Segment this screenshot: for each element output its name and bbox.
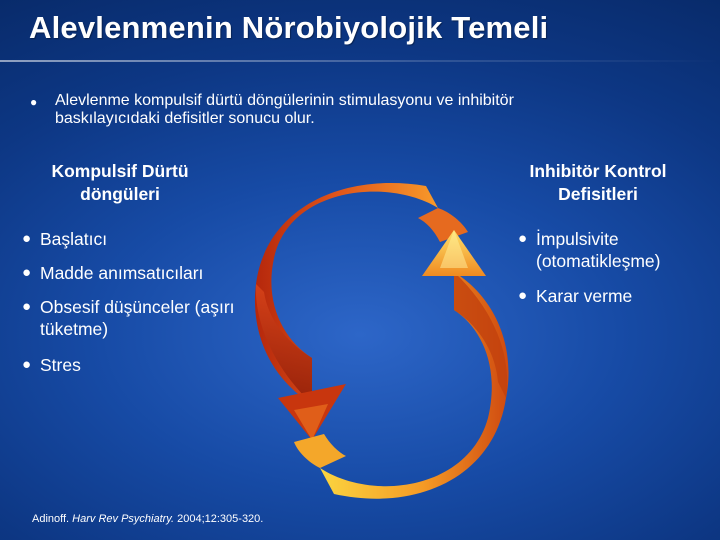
right-heading-line-1: Inhibitör Kontrol bbox=[529, 161, 667, 181]
bullet-dot-icon: ● bbox=[22, 230, 32, 247]
citation-authors: Adinoff. bbox=[32, 513, 70, 525]
bullet-dot-icon: ● bbox=[22, 298, 32, 315]
list-item-text: Madde anımsatıcıları bbox=[40, 263, 204, 283]
list-item-text: Obsesif düşünceler (aşırı tüketme) bbox=[40, 297, 235, 339]
left-heading-line-2: döngüleri bbox=[80, 184, 160, 204]
bullet-dot-icon: ● bbox=[518, 230, 528, 247]
upper-cycle-arrow bbox=[255, 183, 468, 440]
citation-journal: Harv Rev Psychiatry. bbox=[72, 513, 175, 525]
left-heading bbox=[20, 160, 220, 206]
list-item bbox=[22, 228, 282, 250]
left-heading-line-1: Kompulsif Dürtü bbox=[51, 161, 189, 181]
lower-cycle-arrow bbox=[294, 230, 509, 499]
cycle-arrows-icon bbox=[250, 172, 512, 512]
bullet-dot-icon: ● bbox=[22, 356, 32, 373]
list-item bbox=[518, 228, 708, 272]
intro-line-2: baskılayıcıdaki defisitler sonucu olur. bbox=[55, 110, 315, 127]
citation-details: 2004;12:305-320. bbox=[177, 513, 264, 525]
slide-title: Alevlenmenin Nörobiyolojik Temeli bbox=[29, 10, 549, 45]
right-bullet-list bbox=[518, 228, 708, 320]
bullet-dot-icon: ● bbox=[518, 287, 528, 304]
list-item bbox=[22, 354, 282, 376]
title-divider bbox=[0, 60, 720, 62]
list-item-text: Başlatıcı bbox=[40, 229, 108, 249]
intro-line-1: Alevlenme kompulsif dürtü döngülerinin stimulasyonu ve inhibitör bbox=[55, 92, 514, 109]
left-bullet-list bbox=[22, 228, 282, 388]
intro-text bbox=[55, 92, 630, 127]
citation bbox=[32, 513, 263, 525]
list-item bbox=[22, 296, 282, 340]
bullet-dot-icon: ● bbox=[30, 95, 38, 109]
bullet-dot-icon: ● bbox=[22, 264, 32, 281]
list-item-text: Stres bbox=[40, 355, 81, 375]
list-item bbox=[518, 285, 708, 307]
list-item bbox=[22, 262, 282, 284]
intro-bullet bbox=[30, 92, 630, 127]
right-heading bbox=[498, 160, 698, 206]
list-item-text: Karar verme bbox=[536, 286, 633, 306]
right-heading-line-2: Defisitleri bbox=[558, 184, 638, 204]
list-item-text: İmpulsivite (otomatikleşme) bbox=[536, 229, 661, 271]
